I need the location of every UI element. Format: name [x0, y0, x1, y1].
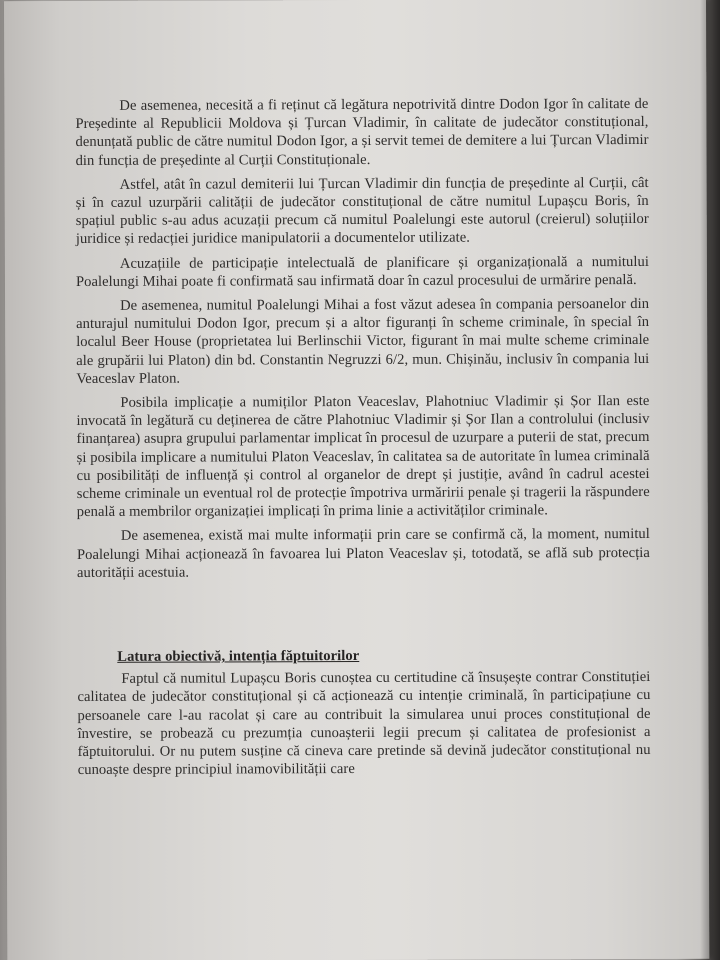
paragraph-protection: De asemenea, există mai multe informații prin care se confirmă că, la moment, numitul Poalelungi Mihai acționează în favoarea lui Platon Veaceslav și, totodată, se află sub protecția autorității acestuia. — [76, 526, 650, 581]
paragraph-criminal-prosecution: Acuzațiile de participație intelectuală de planificare și organizațională a numitului Poalelungi Mihai poate fi confirmată sau infirmată doar în cazul procesului de urmărire penală. — [75, 253, 649, 290]
paragraph-beer-house: De asemenea, numitul Poalelungi Mihai a fost văzut adesea în compania persoanelor din anturajul numitului Dodon Igor, precum și a altor figuranți în scheme criminale, în special în localul Beer House (proprietatea lui Berlinschii Victor, figurant în mai multe scheme criminale ale grupării lui Platon) din bd. Constantin Negruzzi 6/2, mun. Chișinău, inclusiv în compania lui Veaceslav Platon. — [76, 296, 650, 387]
paragraph-accusations-poalelungi: Astfel, atât în cazul demiterii lui Țurcan Vladimir din funcția de președinte al Curții, cât și în cazul uzurpării calității de judecător constituțional de către numitul Lupașcu Boris, în spațiul public s-au adus acuzații precum că numitul Poalelungi este autorul (creierul) soluțiilor juridice și redacției juridice manipulatorii a documentelor utilizate. — [75, 174, 649, 248]
paragraph-lupascu-intent: Faptul că numitul Lupașcu Boris cunoștea cu certitudine că însușește contrar Constituției calitatea de judecător constituțional și că acționează cu intenție criminală, în participațiune cu persoanele care l-au racolat și care au contribuit la simularea unui proces constituțional de învestire, se probează cu prezumția cunoașterii legii precum și calitatea de profesionist a făptuitorului. Or nu putem susține că cineva care pretinde să devină judecător constituțional nu cunoaște despre principiul inamovibilității care — [77, 669, 651, 779]
paragraph-tie-dodon-turcan: De asemenea, necesită a fi reținut că legătura nepotrivită dintre Dodon Igor în calitate de Președinte al Republicii Moldova și Țurcan Vladimir, în calitate de judecător constituțional, denunțată public de către numitul Dodon Igor, a și servit temei de demitere a lui Țurcan Vladimir din funcția de președinte al Curții Constituționale. — [75, 95, 649, 169]
paragraph-possible-implication: Posibila implicație a numiților Platon Veaceslav, Plahotniuc Vladimir și Șor Ilan este invocată în legătură cu deținerea de către Plahotniuc Vladimir și Șor Ilan a controlului (inclusiv finanțarea) asupra grupului parlamentar implicat în procesul de uzurpare a puterii de stat, precum și posibila implicare a numitului Platon Veaceslav, în calitatea sa de autoritate în lumea criminală cu posibilități de influență și control al organelor de drept și justiție, având în cadrul acestei scheme criminale un eventual rol de protecție împotriva urmăririi penale și tragerii la răspundere penală a membrilor organizației implicați în prima linie a activităților criminale. — [76, 393, 650, 521]
page-edge-shadow — [700, 0, 720, 960]
document-body — [75, 95, 650, 779]
paper-page — [4, 0, 709, 960]
section-heading-objective-side: Latura obiectivă, intenția făptuitorilor — [117, 648, 360, 665]
